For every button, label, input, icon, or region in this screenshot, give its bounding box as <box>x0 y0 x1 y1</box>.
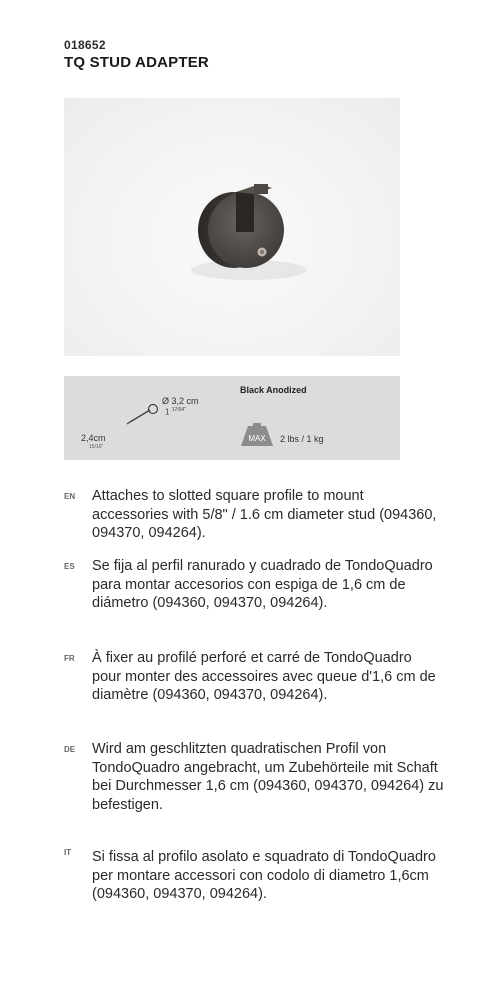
description-en <box>64 487 444 543</box>
description-text: Attaches to slotted square profile to mount accessories with 5/8" / 1.6 cm diameter stud (094360, 094370, 094264). <box>92 488 437 541</box>
weight-label: 2 lbs / 1 kg <box>280 434 324 444</box>
max-weight-icon <box>240 422 274 448</box>
description-it <box>64 848 444 904</box>
diameter-cm: Ø 3,2 cm <box>162 396 199 406</box>
diameter-in-frac: 17/64" <box>171 407 186 413</box>
description-text: Wird am geschlitzten quadratischen Profil von TondoQuadro angebracht, um Zubehörteile mit Schaft bei Durchmesser 1,6 cm (094360, 094370, 094264) zu befestigen. <box>92 741 444 813</box>
description-es <box>64 557 444 613</box>
length-in: 15/16" <box>89 444 104 450</box>
lang-code: IT <box>64 848 72 857</box>
specs-panel <box>64 376 400 460</box>
lang-code: EN <box>64 492 76 501</box>
product-header <box>64 38 209 71</box>
description-text: Si fissa al profilo asolato e squadrato di TondoQuadro per montare accessori con codolo di diametro 1,6cm (094360, 094370, 094264). <box>92 849 436 902</box>
product-title: TQ STUD ADAPTER <box>64 54 209 71</box>
lang-code: FR <box>64 654 75 663</box>
length-cm: 2,4cm <box>81 433 106 443</box>
max-badge-text: MAX <box>248 434 266 443</box>
description-de <box>64 740 444 814</box>
description-text: Se fija al perfil ranurado y cuadrado de TondoQuadro para montar accesorios con espiga de 1,6 cm de diámetro (094360, 094370, 094264). <box>92 558 433 611</box>
finish-label: Black Anodized <box>240 385 307 395</box>
description-text: À fixer au profilé perforé et carré de TondoQuadro pour monter des accessoires avec queue d'1,6 cm de diamètre (094360, 094370, 094264). <box>92 650 436 703</box>
lang-code: DE <box>64 745 76 754</box>
lang-code: ES <box>64 562 75 571</box>
product-code: 018652 <box>64 38 106 52</box>
diameter-in <box>165 407 186 417</box>
stud-adapter-image <box>64 98 400 356</box>
description-fr <box>64 649 444 705</box>
diameter-in-whole: 1 <box>165 407 170 417</box>
stud-diagram-icon <box>124 402 164 428</box>
product-photo <box>64 98 400 356</box>
